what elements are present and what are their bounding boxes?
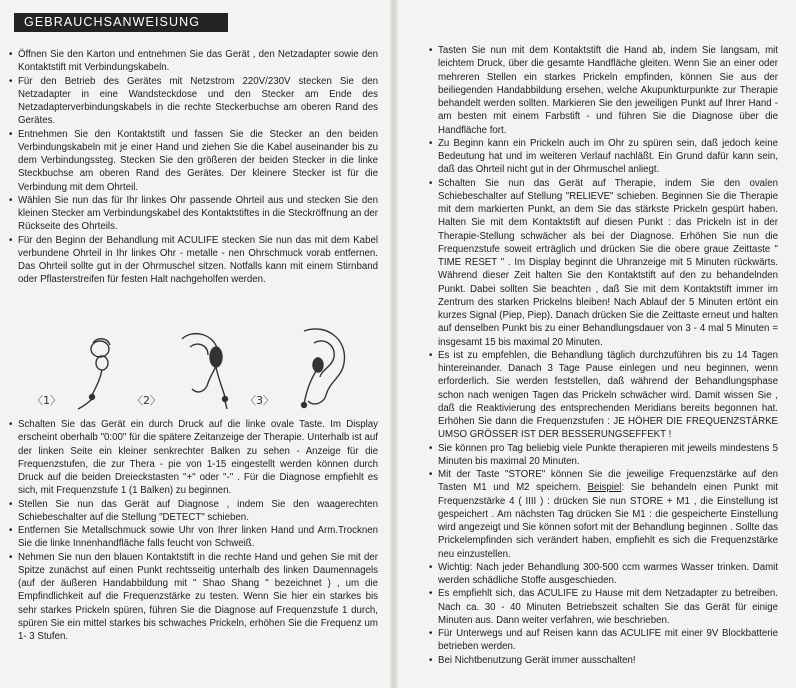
list-item: • Wählen Sie nun das für Ihr linkes Ohr passende Ohrteil aus und stecken Sie den kleinen Stecker am Verbindungskabel des Kontaktstiftes in die Steckröffnung an der Rückseite des Ohrteils. — [6, 194, 378, 234]
figure-label-3: 〈3〉 — [245, 394, 274, 407]
figure-label-2: 〈2〉 — [132, 394, 161, 407]
list-item: • Tasten Sie nun mit dem Kontaktstift die Hand ab, indem Sie langsam, mit leichtem Druck, über die gesamte Handfläche gleiten. Wenn Sie an einer oder mehreren Stellen ein starkes Prickeln empfinden, können Sie aus der beiliegenden Handabbildung ersehen, welche Akupunkturpunkte zur Therapie behandelt werden sollten. Markieren Sie den jeweiligen Punkt auf Ihrer Hand - am besten mit einem Farbstift - und führen Sie die Diagnose über die Handfläche fort. — [426, 44, 778, 137]
list-item: • Es ist zu empfehlen, die Behandlung täglich durchzuführen bis zu 14 Tagen hintereinander. Danach 3 Tage Pause einlegen und neu beginnen, wenn erforderlich. Sie werden feststellen, daß während der Behandlungsphase schon nach wenigen Tagen das Prickeln schwächer wird. Damit wissen Sie , daß die Reaktivierung des entsprechenden Meridians bereits begonnen hat. Erhöhen Sie dann die Frequenzstufen : JE HÖHER DIE FREQUENZSTÄRKE UMSO GRÖSSER IST DER BESSERUNGSEFFEKT ! — [426, 349, 778, 442]
right-page — [400, 0, 796, 688]
figure-label-1: 〈1〉 — [32, 394, 61, 407]
list-item: • Schalten Sie das Gerät ein durch Druck auf die linke ovale Taste. Im Display erscheint oberhalb "0:00" für die spätere Zeitanzeige der Therapie. Unterhalb ist auf der linken Seite ein kleiner senkrechter Balken zu sehen - Anzeige für die Frequenzstufen, die zur Thera - pie von 1-15 eingestellt werden können durch Druck auf die beiden Dreieckstasten "+" oder "-" . Für die Diagnose empfiehlt es sich, mit Frequenzstufe 1 (1 Balken) zu beginnen. — [6, 418, 378, 498]
left-top-column — [6, 48, 378, 287]
list-item: • Schalten Sie nun das Gerät auf Therapie, indem Sie den ovalen Schiebeschalter auf Stellung "RELIEVE" schieben. Beginnen Sie die Therapie mit dem markierten Punkt, an dem Sie das stärkste Prickeln gespürt haben. Halten Sie mit dem Kontaktstift auf diesen Punkt : das Prickeln ist in der Therapie-Stellung schwächer als bei der Diagnose. Erhöhen Sie nun die Frequenzstufe soweit erträglich und drücken Sie die obere graue Zeittaste " TIME RESET " . Im Display beginnt die Uhranzeige mit 5 Minuten rückwärts. Während dieser Zeit halten Sie den Kontaktstift auf den zu behandelnden Punkt. Dabei sollten Sie beachten , daß Sie mit dem Kontaktstift immer im Zentrum des starken Prickelns bleiben! Nach Ablauf der 5 Minuten ertönt ein kurzes Signal (Piep, Piep). Danach drücken Sie die Zeittaste erneut und halten auf denselben Punkt bis zu einer Behandlungsdauer von 3 - 4 mal 5 Minuten = insgesamt 15 bis maximal 20 Minuten. — [426, 177, 778, 349]
list-item: • Für den Beginn der Behandlung mit ACULIFE stecken Sie nun das mit dem Kabel verbundene Ohrteil in Ihr linkes Ohr - metalle - nen Ohrschmuck vorab entfernen. Das Ohrteil sollte gut in der Ohrmuschel sitzen. Notfalls kann mit einem Stirnband oder Pflasterstreifen für festen Halt nachgeholfen werden. — [6, 234, 378, 287]
list-item-store — [426, 468, 778, 561]
list-item: • Für den Betrieb des Gerätes mit Netzstrom 220V/230V stecken Sie den Netzadapter in eine Wandsteckdose und den Stecker am Ende des Netzadapterverbindungskabels in die rechte Steckerbuchse am oberen Rand des Gerätes. — [6, 75, 378, 128]
example-label: Beispiel — [587, 482, 622, 494]
section-header: GEBRAUCHSANWEISUNG — [14, 13, 228, 32]
right-column — [426, 44, 778, 667]
store-text-after: : Sie behandeln einen Punkt mit Frequenzstärke 4 ( IIII ) : drücken Sie nun STORE + M1 , die Einstellung ist gespeichert . Am nächsten Tag drücken Sie M1 : die gespeicherte Einstellung wird angezeigt und Sie können sofort mit der Behandlung beginnen . Sollte das Prickelempfinden sich verändert haben, empfiehlt es sich die Frequenzstärke neu einzustellen. — [438, 482, 778, 560]
list-item: • Bei Nichtbenutzung Gerät immer ausschalten! — [426, 654, 778, 667]
list-item: • Stellen Sie nun das Gerät auf Diagnose , indem Sie den waagerechten Schiebeschalter auf die Stellung "DETECT" schieben. — [6, 498, 378, 525]
list-item: • Entnehmen Sie den Kontaktstift und fassen Sie die Stecker an den beiden Verbindungskabeln mit je einer Hand und ziehen Sie die Kabel auseinander bis zu dem Verbindungssteg. Stecken Sie den größeren der beiden Stecker in die linke Steckbuchse am oberen Rand des Gerätes. Der kleinere Stecker ist für die Verbindung mit dem Ohrteil. — [6, 128, 378, 194]
list-item: • Nehmen Sie nun den blauen Kontaktstift in die rechte Hand und gehen Sie mit der Spitze zunächst auf einen Punkt rechtsseitig unterhalb des linken Daumennagels (auf der äußeren Handabbildung mit " Shao Shang " bezeichnet ) , um die Empfindlichkeit auf die Frequenzstärke zu testen. Wenn Sie hier ein starkes bis sehr starkes Prickeln spüren, führen Sie die Diagnose auf Frequenzstufe 1 durch, spüren Sie ein mittel starkes bis schwaches Prickeln, erhöhen Sie die Frequenz um 1- 3 Stufen. — [6, 551, 378, 644]
list-item: • Sie können pro Tag beliebig viele Punkte therapieren mit jeweils mindestens 5 Minuten bis maximal 20 Minuten. — [426, 442, 778, 469]
list-item: • Öffnen Sie den Karton und entnehmen Sie das Gerät , den Netzadapter sowie den Kontaktstift mit Verbindungskabeln. — [6, 48, 378, 75]
list-item: • Entfernen Sie Metallschmuck sowie Uhr von Ihrer linken Hand und Arm.Trocknen Sie die linke Innenhandfläche falls feucht von Schweiß. — [6, 524, 378, 551]
list-item: • Zu Beginn kann ein Prickeln auch im Ohr zu spüren sein, daß jedoch keine Bedeutung hat und im weiteren Verlauf nachläßt. Ein Grund dafür kann sein, daß das Ohrteil nicht gut in der Ohrmuschel anliegt. — [426, 137, 778, 177]
earpiece-figure-3 — [302, 329, 345, 408]
left-bottom-column — [6, 418, 378, 643]
ear-figure-drawings — [22, 325, 368, 410]
earpiece-figure-2 — [182, 334, 228, 409]
left-page — [0, 0, 388, 688]
earpiece-figure-1 — [78, 339, 110, 409]
page-fold — [390, 0, 398, 688]
ear-illustrations — [22, 325, 368, 410]
list-item: • Es empfiehlt sich, das ACULIFE zu Hause mit dem Netzadapter zu betreiben. Nach ca. 30 - 40 Minuten Betriebszeit schalten Sie das Gerät für einige Minuten aus. Dann weiter verfahren, wie beschrieben. — [426, 587, 778, 627]
list-item: • Wichtig: Nach jeder Behandlung 300-500 ccm warmes Wasser trinken. Damit werden schädliche Stoffe ausgeschieden. — [426, 561, 778, 588]
list-item: • Für Unterwegs und auf Reisen kann das ACULIFE mit einer 9V Blockbatterie betrieben werden. — [426, 627, 778, 654]
store-text-before: Mit der Taste "STORE" können Sie die jeweilige Frequenzstärke auf den Tasten M1 und M2 speichern. — [438, 469, 778, 494]
